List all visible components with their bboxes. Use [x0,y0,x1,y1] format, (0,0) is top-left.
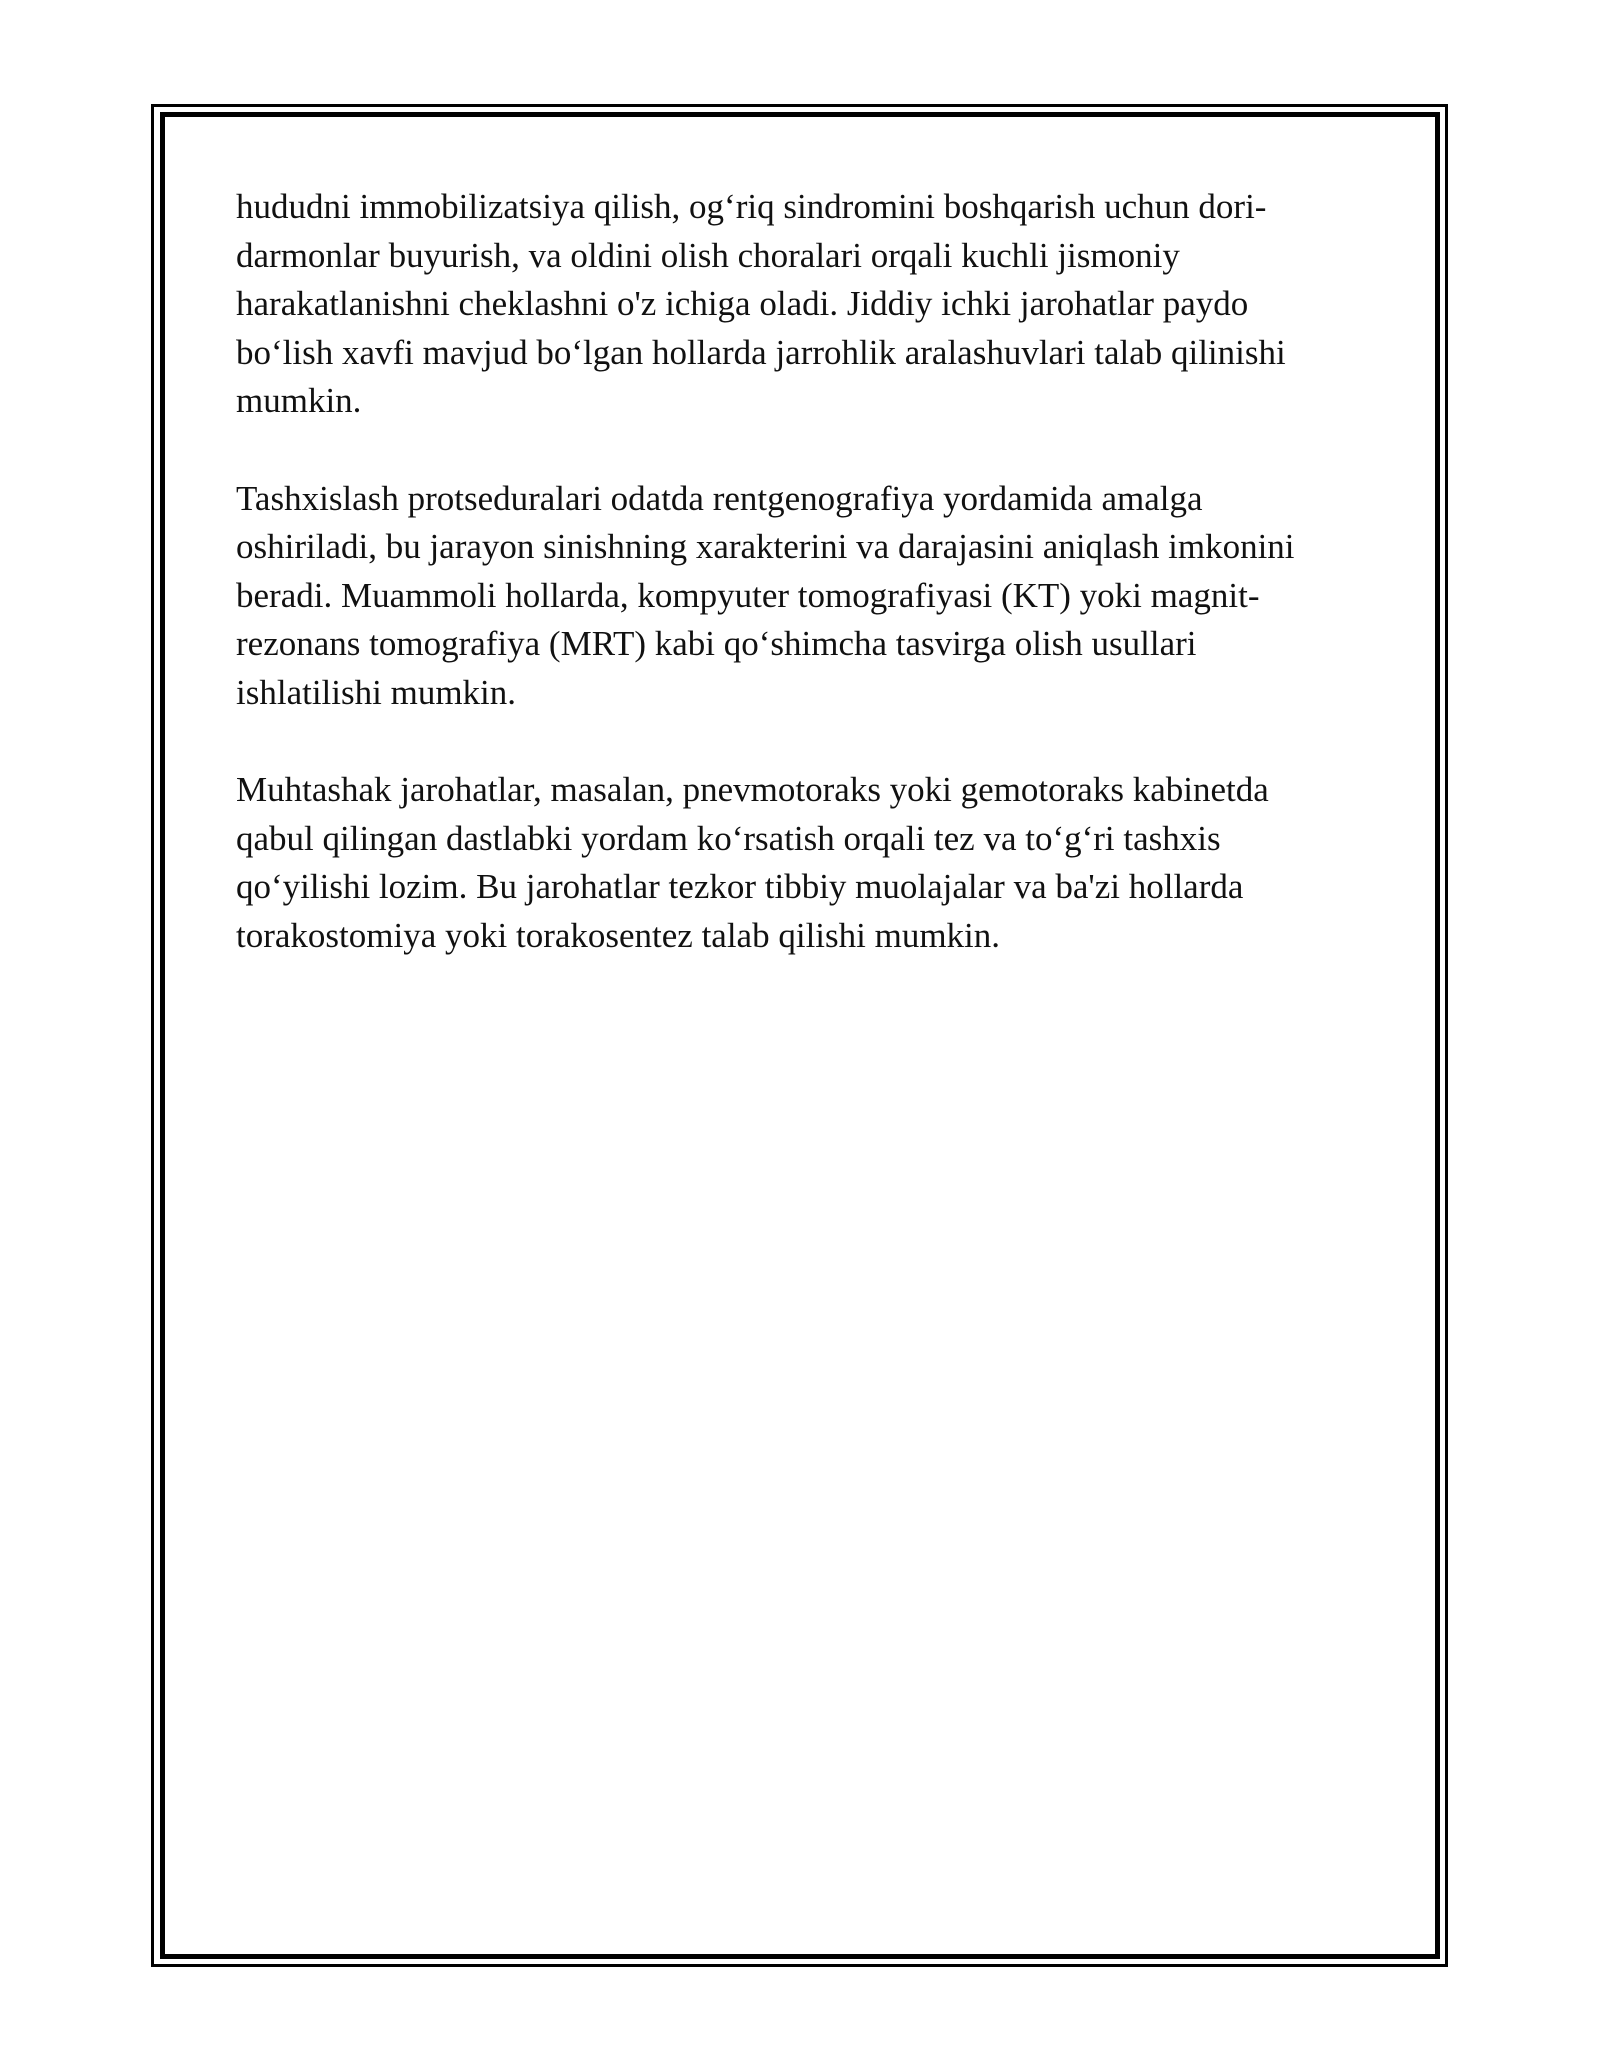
paragraph-chest-injuries: Muhtashak jarohatlar, masalan, pnevmotoraks yoki gemotoraks kabinetda qabul qilingan dastlabki yordam ko‘rsatish orqali tez va to‘g‘ri tashxis qo‘yilishi lozim. Bu jarohatlar tezkor tibbiy muolajalar va ba'zi hollarda torakostomiya yoki torakosentez talab qilishi mumkin. [236,770,1269,955]
paragraph-immobilization: hududni immobilizatsiya qilish, og‘riq sindromini boshqarish uchun dori- darmonlar buyurish, va oldini olish choralari orqali kuchli jismoniy harakatlanishni cheklashni o'z ichiga oladi. Jiddiy ichki jarohatlar paydo bo‘lish xavfi mavjud bo‘lgan hollarda jarrohlik aralashuvlari talab qilinishi mumkin. [236,187,1286,421]
paragraph-diagnostics: Tashxislash protseduralari odatda rentgenografiya yordamida amalga oshiriladi, bu jarayon sinishning xarakterini va darajasini aniqlash imkonini beradi. Muammoli hollarda, kompyuter tomografiyasi (KT) yoki magnit- rezonans tomografiya (MRT) kabi qo‘shimcha tasvirga olish usullari ishlatilishi mumkin. [236,478,1295,712]
document-body [236,183,1366,1009]
